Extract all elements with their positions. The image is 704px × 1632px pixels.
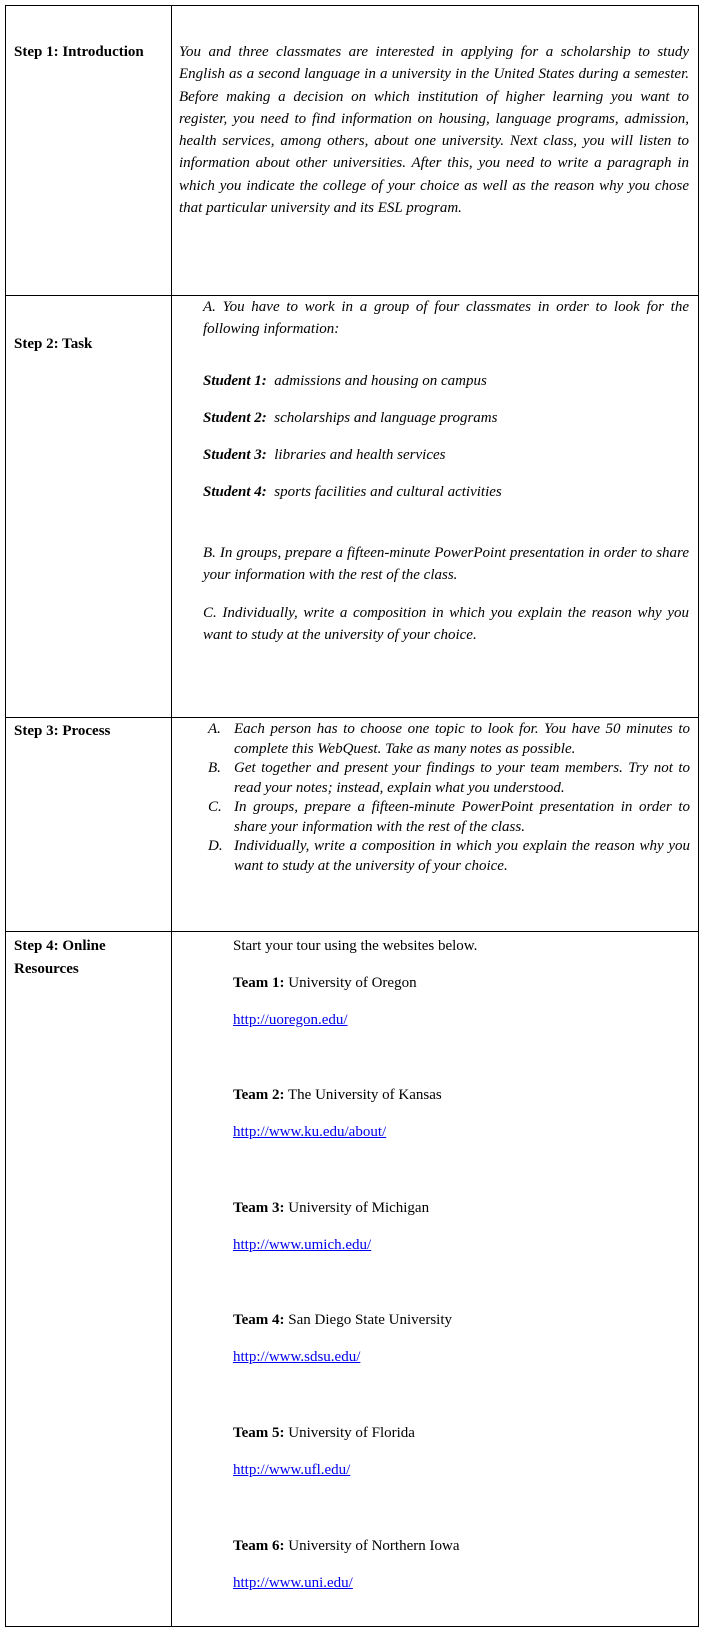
process-marker: A.: [208, 721, 221, 737]
process-text: Each person has to choose one topic to look for. You have 50 minutes to complete this WebQuest. Take as many notes as possible.: [234, 721, 690, 757]
student-assignment: admissions and housing on campus: [274, 373, 487, 389]
team-3-heading: [233, 1197, 683, 1219]
team-6-heading: [233, 1535, 683, 1557]
process-marker: B.: [208, 760, 221, 776]
row-divider: [5, 931, 699, 932]
team-2-link-row: [233, 1121, 683, 1143]
university-name: University of Oregon: [288, 975, 417, 991]
process-marker: D.: [208, 838, 223, 854]
student-name: Student 4:: [203, 484, 267, 500]
student-assignment: libraries and health services: [274, 447, 446, 463]
team-1-heading: [233, 972, 683, 994]
process-text: Individually, write a composition in which you explain the reason why you want to study at the university of your choice.: [234, 838, 690, 874]
team-5-link-row: [233, 1459, 683, 1481]
introduction-text: You and three classmates are interested in applying for a scholarship to study English as a second language in a university in the United States during a semester. Before making a decision on which institution of higher learning you want to register, you need to find information on housing, language programs, admission, health services, among others, about one university. Next class, you will listen to information about other universities. After this, you need to write a paragraph in which you indicate the college of your choice as well as the reason why you chose that particular university and its ESL program.: [179, 44, 689, 217]
university-name: University of Florida: [288, 1425, 415, 1441]
step-3-label: Step 3: Process: [14, 723, 111, 739]
team-label: Team 6:: [233, 1538, 285, 1554]
row-divider: [5, 717, 699, 718]
student-name: Student 2:: [203, 410, 267, 426]
university-link[interactable]: http://www.uni.edu/: [233, 1575, 353, 1591]
team-label: Team 2:: [233, 1087, 285, 1103]
team-5-heading: [233, 1422, 683, 1444]
student-2-row: [203, 407, 689, 429]
team-label: Team 5:: [233, 1425, 285, 1441]
process-text: In groups, prepare a fifteen-minute PowerPoint presentation in order to share your information with the rest of the class.: [234, 799, 690, 835]
student-4-row: [203, 481, 689, 503]
task-item-b: B. In groups, prepare a fifteen-minute PowerPoint presentation in order to share your information with the rest of the class.: [203, 545, 689, 584]
team-4-heading: [233, 1309, 683, 1331]
student-1-row: [203, 370, 689, 392]
university-name: University of Michigan: [288, 1200, 430, 1216]
process-text: Get together and present your findings to your team members. Try not to read your notes; instead, explain what you understood.: [234, 760, 690, 796]
task-item-a: A. You have to work in a group of four classmates in order to look for the following information:: [203, 299, 689, 338]
process-item: [202, 798, 690, 837]
step-1-label: Step 1: Introduction: [14, 44, 144, 60]
university-name: San Diego State University: [288, 1312, 453, 1328]
resources-intro: Start your tour using the websites below.: [233, 938, 478, 954]
team-label: Team 1:: [233, 975, 285, 991]
student-assignment: scholarships and language programs: [274, 410, 498, 426]
university-name: The University of Kansas: [288, 1087, 442, 1103]
process-item: [202, 837, 690, 876]
process-item: [202, 759, 690, 798]
student-name: Student 3:: [203, 447, 267, 463]
university-link[interactable]: http://uoregon.edu/: [233, 1012, 348, 1028]
university-link[interactable]: http://www.sdsu.edu/: [233, 1349, 361, 1365]
student-3-row: [203, 444, 689, 466]
university-link[interactable]: http://www.ufl.edu/: [233, 1462, 351, 1478]
step-4-label-line-2: Resources: [14, 961, 79, 977]
process-marker: C.: [208, 799, 222, 815]
process-list: [202, 720, 690, 876]
task-item-c: C. Individually, write a composition in which you explain the reason why you want to study at the university of your choice.: [203, 605, 689, 644]
process-item: [202, 720, 690, 759]
team-2-heading: [233, 1084, 683, 1106]
university-name: University of Northern Iowa: [288, 1538, 460, 1554]
team-6-link-row: [233, 1572, 683, 1594]
team-label: Team 3:: [233, 1200, 285, 1216]
student-name: Student 1:: [203, 373, 267, 389]
step-4-label-line-1: Step 4: Online: [14, 938, 106, 954]
step-4-label: [14, 935, 106, 981]
column-divider: [171, 5, 172, 1627]
university-link[interactable]: http://www.umich.edu/: [233, 1237, 372, 1253]
team-4-link-row: [233, 1346, 683, 1368]
team-3-link-row: [233, 1234, 683, 1256]
student-assignment: sports facilities and cultural activities: [274, 484, 502, 500]
step-2-label: Step 2: Task: [14, 336, 93, 352]
university-link[interactable]: http://www.ku.edu/about/: [233, 1124, 387, 1140]
team-label: Team 4:: [233, 1312, 285, 1328]
team-1-link-row: [233, 1009, 683, 1031]
